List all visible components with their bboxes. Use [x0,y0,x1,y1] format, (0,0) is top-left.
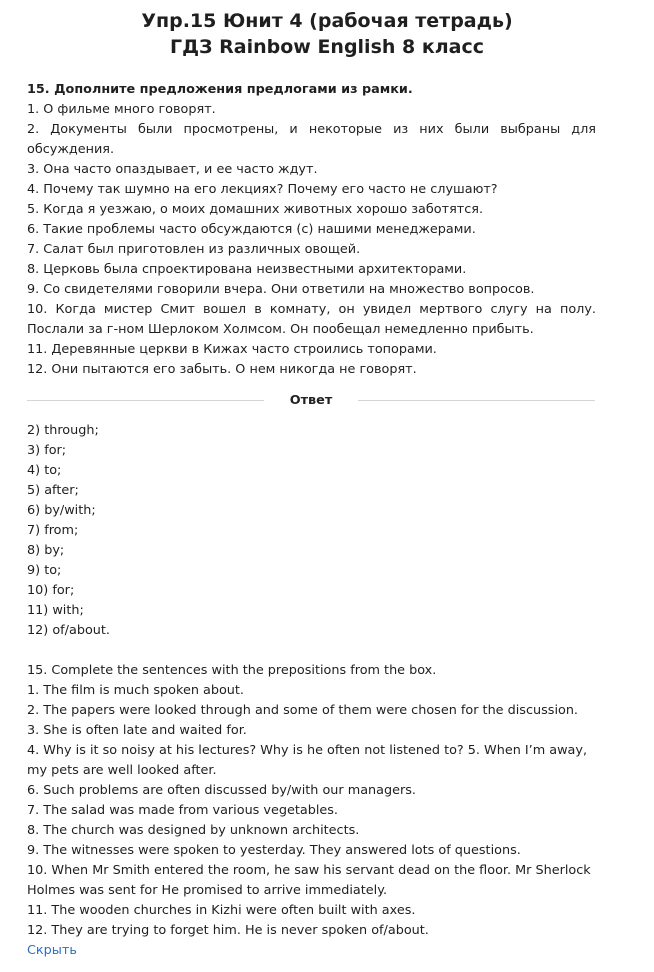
english-item: 4. Why is it so noisy at his lectures? Why is he often not listened to? 5. When I’m away, my pets are well looked after. [27,743,588,778]
english-item: 12. They are trying to forget him. He is never spoken of/about. [27,923,429,938]
task-item: 8. Церковь была спроектирована неизвестными архитекторами. [27,262,467,277]
english-item: 10. When Mr Smith entered the room, he saw his servant dead on the floor. Mr Sherlock Holmes was sent for He promised to arrive immediately. [27,863,591,898]
english-item: 1. The film is much spoken about. [27,683,244,698]
answer-item: 7) from; [27,523,79,538]
task-item: 9. Со свидетелями говорили вчера. Они ответили на множество вопросов. [27,282,535,297]
task-heading: 15. Дополните предложения предлогами из рамки. [27,82,413,97]
english-item: 11. The wooden churches in Kizhi were often built with axes. [27,903,416,918]
english-item: 8. The church was designed by unknown architects. [27,823,360,838]
title-line-2: ГДЗ Rainbow English 8 класс [169,36,485,58]
task-item: 2. Документы были просмотрены, и некоторые из них были выбраны для обсуждения. [27,122,596,157]
task-item: 3. Она часто опаздывает, и ее часто ждут. [27,162,318,177]
answer-item: 3) for; [27,443,67,458]
title-line-1: Упр.15 Юнит 4 (рабочая тетрадь) [141,10,513,32]
task-item: 12. Они пытаются его забыть. О нем никогда не говорят. [27,362,417,377]
answer-item: 5) after; [27,483,79,498]
task-item: 11. Деревянные церкви в Кижах часто строились топорами. [27,342,437,357]
answer-item: 9) to; [27,563,62,578]
divider-line-left [27,400,264,401]
answer-list [27,421,596,641]
english-item: 9. The witnesses were spoken to yesterday. They answered lots of questions. [27,843,521,858]
task-item: 4. Почему так шумно на его лекциях? Почему его часто не слушают? [27,182,498,197]
english-item: 7. The salad was made from various vegetables. [27,803,338,818]
hide-link[interactable]: Скрыть [27,943,77,958]
task-item: 1. О фильме много говорят. [27,102,216,117]
english-item: 2. The papers were looked through and some of them were chosen for the discussion. [27,703,579,718]
task-item: 6. Такие проблемы часто обсуждаются (с) нашими менеджерами. [27,222,476,237]
page-title [0,0,654,60]
task-item: 10. Когда мистер Смит вошел в комнату, он увидел мертвого слугу на полу. Послали за г-ном Шерлоком Холмсом. Он пообещал немедленно прибыть. [27,302,596,337]
answer-item: 2) through; [27,423,99,438]
english-item: 3. She is often late and waited for. [27,723,247,738]
answer-label: Ответ [289,392,333,408]
answer-item: 11) with; [27,603,84,618]
task-item: 7. Салат был приготовлен из различных овощей. [27,242,361,257]
answer-item: 4) to; [27,463,62,478]
divider-line-right [358,400,595,401]
answer-divider [27,390,595,410]
english-item: 6. Such problems are often discussed by/with our managers. [27,783,416,798]
task-item: 5. Когда я уезжаю, о моих домашних животных хорошо заботятся. [27,202,484,217]
exercise-task-ru [27,80,596,380]
answer-item: 8) by; [27,543,65,558]
exercise-english [27,661,598,941]
answer-item: 6) by/with; [27,503,96,518]
answer-item: 10) for; [27,583,75,598]
english-heading: 15. Complete the sentences with the prepositions from the box. [27,663,437,678]
answer-item: 12) of/about. [27,623,110,638]
